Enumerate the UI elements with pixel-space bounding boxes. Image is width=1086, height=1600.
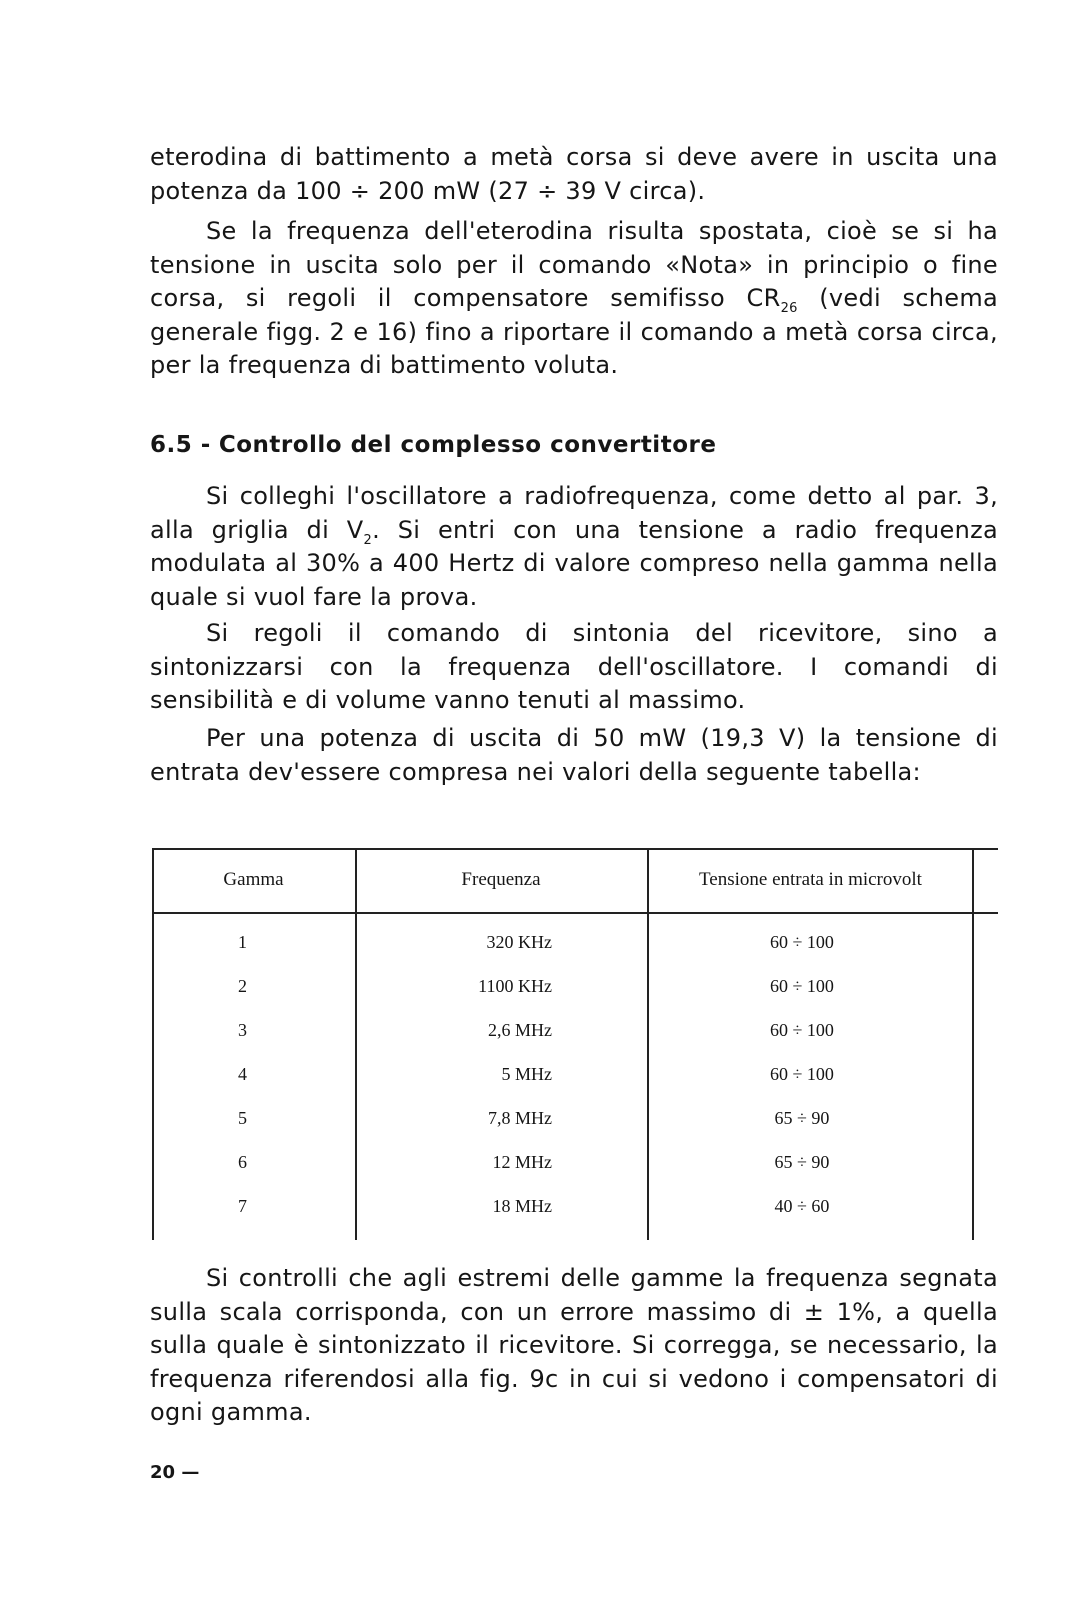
cell-gamma: 5 bbox=[238, 1108, 247, 1128]
cell-gamma: 2 bbox=[238, 976, 247, 996]
table-header-gamma: Gamma bbox=[223, 869, 284, 890]
paragraph-frequency-adjustment bbox=[150, 215, 998, 383]
cell-frequenza: 7,8 MHz bbox=[488, 1108, 552, 1128]
table-top-rule bbox=[152, 848, 998, 850]
cell-tensione: 60 ÷ 100 bbox=[770, 1020, 834, 1040]
cell-tensione: 60 ÷ 100 bbox=[770, 932, 834, 952]
cell-frequenza: 18 MHz bbox=[492, 1196, 552, 1216]
cell-frequenza: 1100 KHz bbox=[478, 976, 552, 996]
cell-tensione: 60 ÷ 100 bbox=[770, 1064, 834, 1084]
table-header-tensione: Tensione entrata in microvolt bbox=[699, 869, 922, 890]
cell-tensione: 60 ÷ 100 bbox=[770, 976, 834, 996]
paragraph-continuation: eterodina di battimento a metà corsa si deve avere in uscita una potenza da 100 ÷ 200 mW (27 ÷ 39 V circa). bbox=[150, 143, 998, 205]
cell-tensione: 65 ÷ 90 bbox=[774, 1108, 830, 1128]
paragraph-oscillator-connection bbox=[150, 480, 998, 614]
table-row bbox=[152, 964, 998, 1008]
subscript: 26 bbox=[780, 300, 798, 316]
cell-frequenza: 320 KHz bbox=[486, 932, 552, 952]
section-title: Controllo del complesso convertitore bbox=[218, 432, 717, 458]
paragraph-text: Si colleghi l'oscillatore a radiofrequenza, come detto al par. 3, alla griglia di V bbox=[150, 482, 998, 544]
subscript: 2 bbox=[363, 532, 373, 548]
table-row bbox=[152, 1184, 998, 1228]
table-header-rule bbox=[152, 912, 998, 914]
cell-gamma: 1 bbox=[238, 932, 247, 952]
cell-gamma: 6 bbox=[238, 1152, 247, 1172]
cell-gamma: 4 bbox=[238, 1064, 247, 1084]
paragraph-text: (vedi schema generale figg. 2 e 16) fino a riportare il comando a metà corsa circa, per la frequenza di battimento voluta. bbox=[150, 284, 999, 379]
table-header-frequenza: Frequenza bbox=[461, 869, 541, 890]
cell-frequenza: 5 MHz bbox=[501, 1064, 552, 1084]
cell-tensione: 65 ÷ 90 bbox=[774, 1152, 830, 1172]
cell-gamma: 7 bbox=[238, 1196, 247, 1216]
paragraph-scale-check: Si controlli che agli estremi delle gamme la frequenza segnata sulla scala corrisponda, con un errore massimo di ± 1%, a quella sulla quale è sintonizzato il ricevitore. Si corregga, se necessario, la frequenza riferendosi alla fig. 9c in cui si vedono i compensatori di ogni gamma. bbox=[150, 1264, 998, 1426]
section-number: 6.5 - bbox=[150, 432, 211, 458]
cell-tensione: 40 ÷ 60 bbox=[774, 1196, 830, 1216]
cell-frequenza: 12 MHz bbox=[492, 1152, 552, 1172]
paragraph-text: Se la frequenza dell'eterodina risulta spostata, cioè se si ha tensione in uscita solo per il comando «Nota» in principio o fine corsa, si regoli il compensatore semifisso CR bbox=[150, 217, 998, 312]
cell-frequenza: 2,6 MHz bbox=[488, 1020, 552, 1040]
table-row bbox=[152, 1008, 998, 1052]
section-heading bbox=[150, 432, 998, 458]
paragraph-text: . Si entri con una tensione a radio frequenza modulata al 30% a 400 Hertz di valore compreso nella gamma nella quale si vuol fare la prova. bbox=[150, 515, 999, 611]
page-number: 20 — bbox=[150, 1462, 200, 1483]
cell-gamma: 3 bbox=[238, 1020, 247, 1040]
paragraph-tuning: Si regoli il comando di sintonia del ricevitore, sino a sintonizzarsi con la frequenza dell'oscillatore. I comandi di sensibilità e di volume vanno tenuti al massimo. bbox=[150, 619, 998, 714]
table-row bbox=[152, 1096, 998, 1140]
table-row bbox=[152, 1140, 998, 1184]
voltage-table bbox=[152, 848, 998, 1240]
paragraph-table-intro: Per una potenza di uscita di 50 mW (19,3 V) la tensione di entrata dev'essere compresa nei valori della seguente tabella: bbox=[150, 724, 998, 786]
table-row bbox=[152, 1052, 998, 1096]
table-row bbox=[152, 920, 998, 964]
